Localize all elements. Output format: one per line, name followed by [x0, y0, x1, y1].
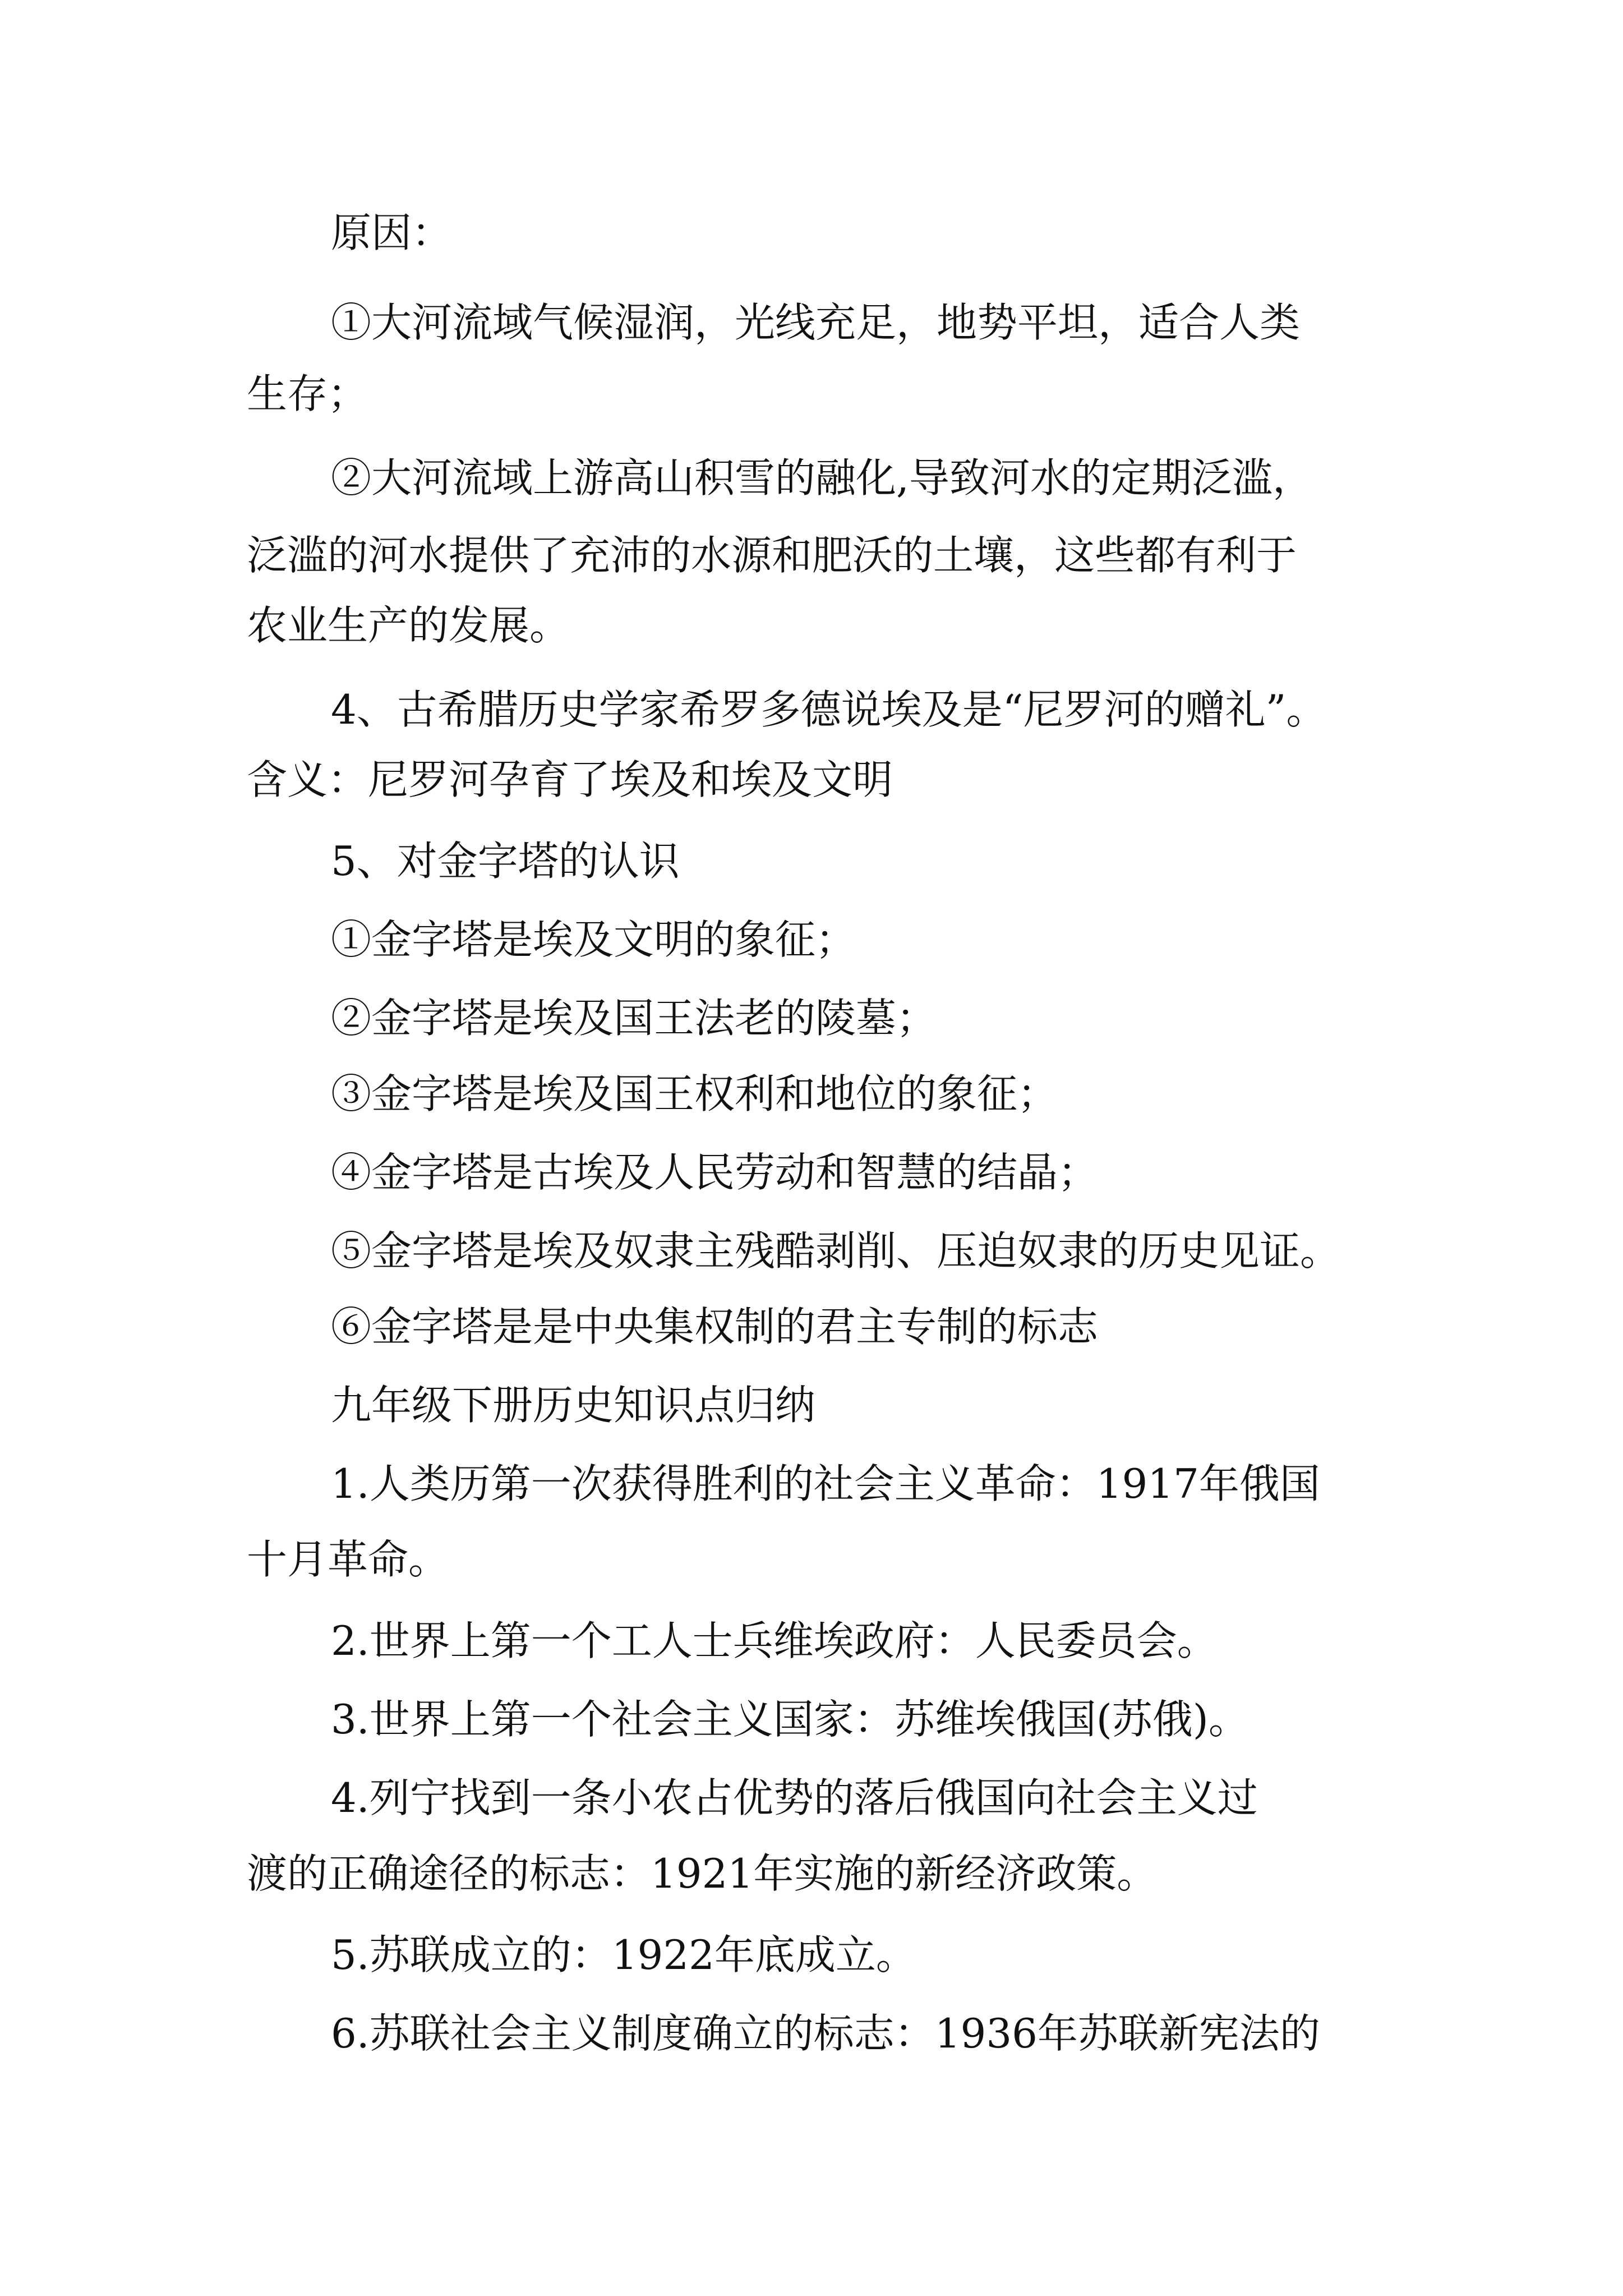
text-line: 5.苏联成立的：1922年底成立。 — [331, 1931, 916, 1978]
text-line: 2.世界上第一个工人士兵维埃政府：人民委员会。 — [331, 1617, 1218, 1664]
text-line: ⑥金字塔是是中央集权制的君主专制的标志 — [331, 1303, 1099, 1350]
text-line: 1.人类历第一次获得胜利的社会主义革命：1917年俄国 — [331, 1460, 1320, 1507]
text-line: ⑤金字塔是埃及奴隶主残酷剥削、压迫奴隶的历史见证。 — [331, 1227, 1341, 1274]
text-line: ①金字塔是埃及文明的象征； — [331, 916, 856, 963]
text-line: 九年级下册历史知识点归纳 — [331, 1382, 816, 1429]
text-line: 6.苏联社会主义制度确立的标志：1936年苏联新宪法的 — [331, 2010, 1320, 2057]
text-line: 5、对金字塔的认识 — [331, 838, 680, 885]
text-line: 含义：尼罗河孕育了埃及和埃及文明 — [247, 756, 893, 803]
text-line: ③金字塔是埃及国王权利和地位的象征； — [331, 1070, 1058, 1117]
text-line: 泛滥的河水提供了充沛的水源和肥沃的土壤，这些都有利于 — [247, 532, 1297, 579]
text-line: 3.世界上第一个社会主义国家：苏维埃俄国(苏俄)。 — [331, 1696, 1249, 1743]
text-line: 十月革命。 — [247, 1536, 449, 1583]
text-line: ①大河流域气候湿润，光线充足，地势平坦，适合人类 — [331, 299, 1301, 346]
text-line: ④金字塔是古埃及人民劳动和智慧的结晶； — [331, 1149, 1099, 1196]
text-line: 农业生产的发展。 — [247, 602, 570, 649]
text-line: 渡的正确途径的标志：1921年实施的新经济政策。 — [247, 1850, 1158, 1897]
text-line: 生存； — [247, 370, 368, 417]
text-line: ②大河流域上游高山积雪的融化,导致河水的定期泛滥， — [331, 454, 1313, 501]
text-line: 4、古希腊历史学家希罗多德说埃及是“尼罗河的赠礼”。 — [331, 686, 1327, 733]
text-line: 原因： — [331, 209, 453, 256]
text-line: ②金字塔是埃及国王法老的陵墓； — [331, 995, 937, 1042]
text-line: 4.列宁找到一条小农占优势的落后俄国向社会主义过 — [331, 1774, 1258, 1821]
